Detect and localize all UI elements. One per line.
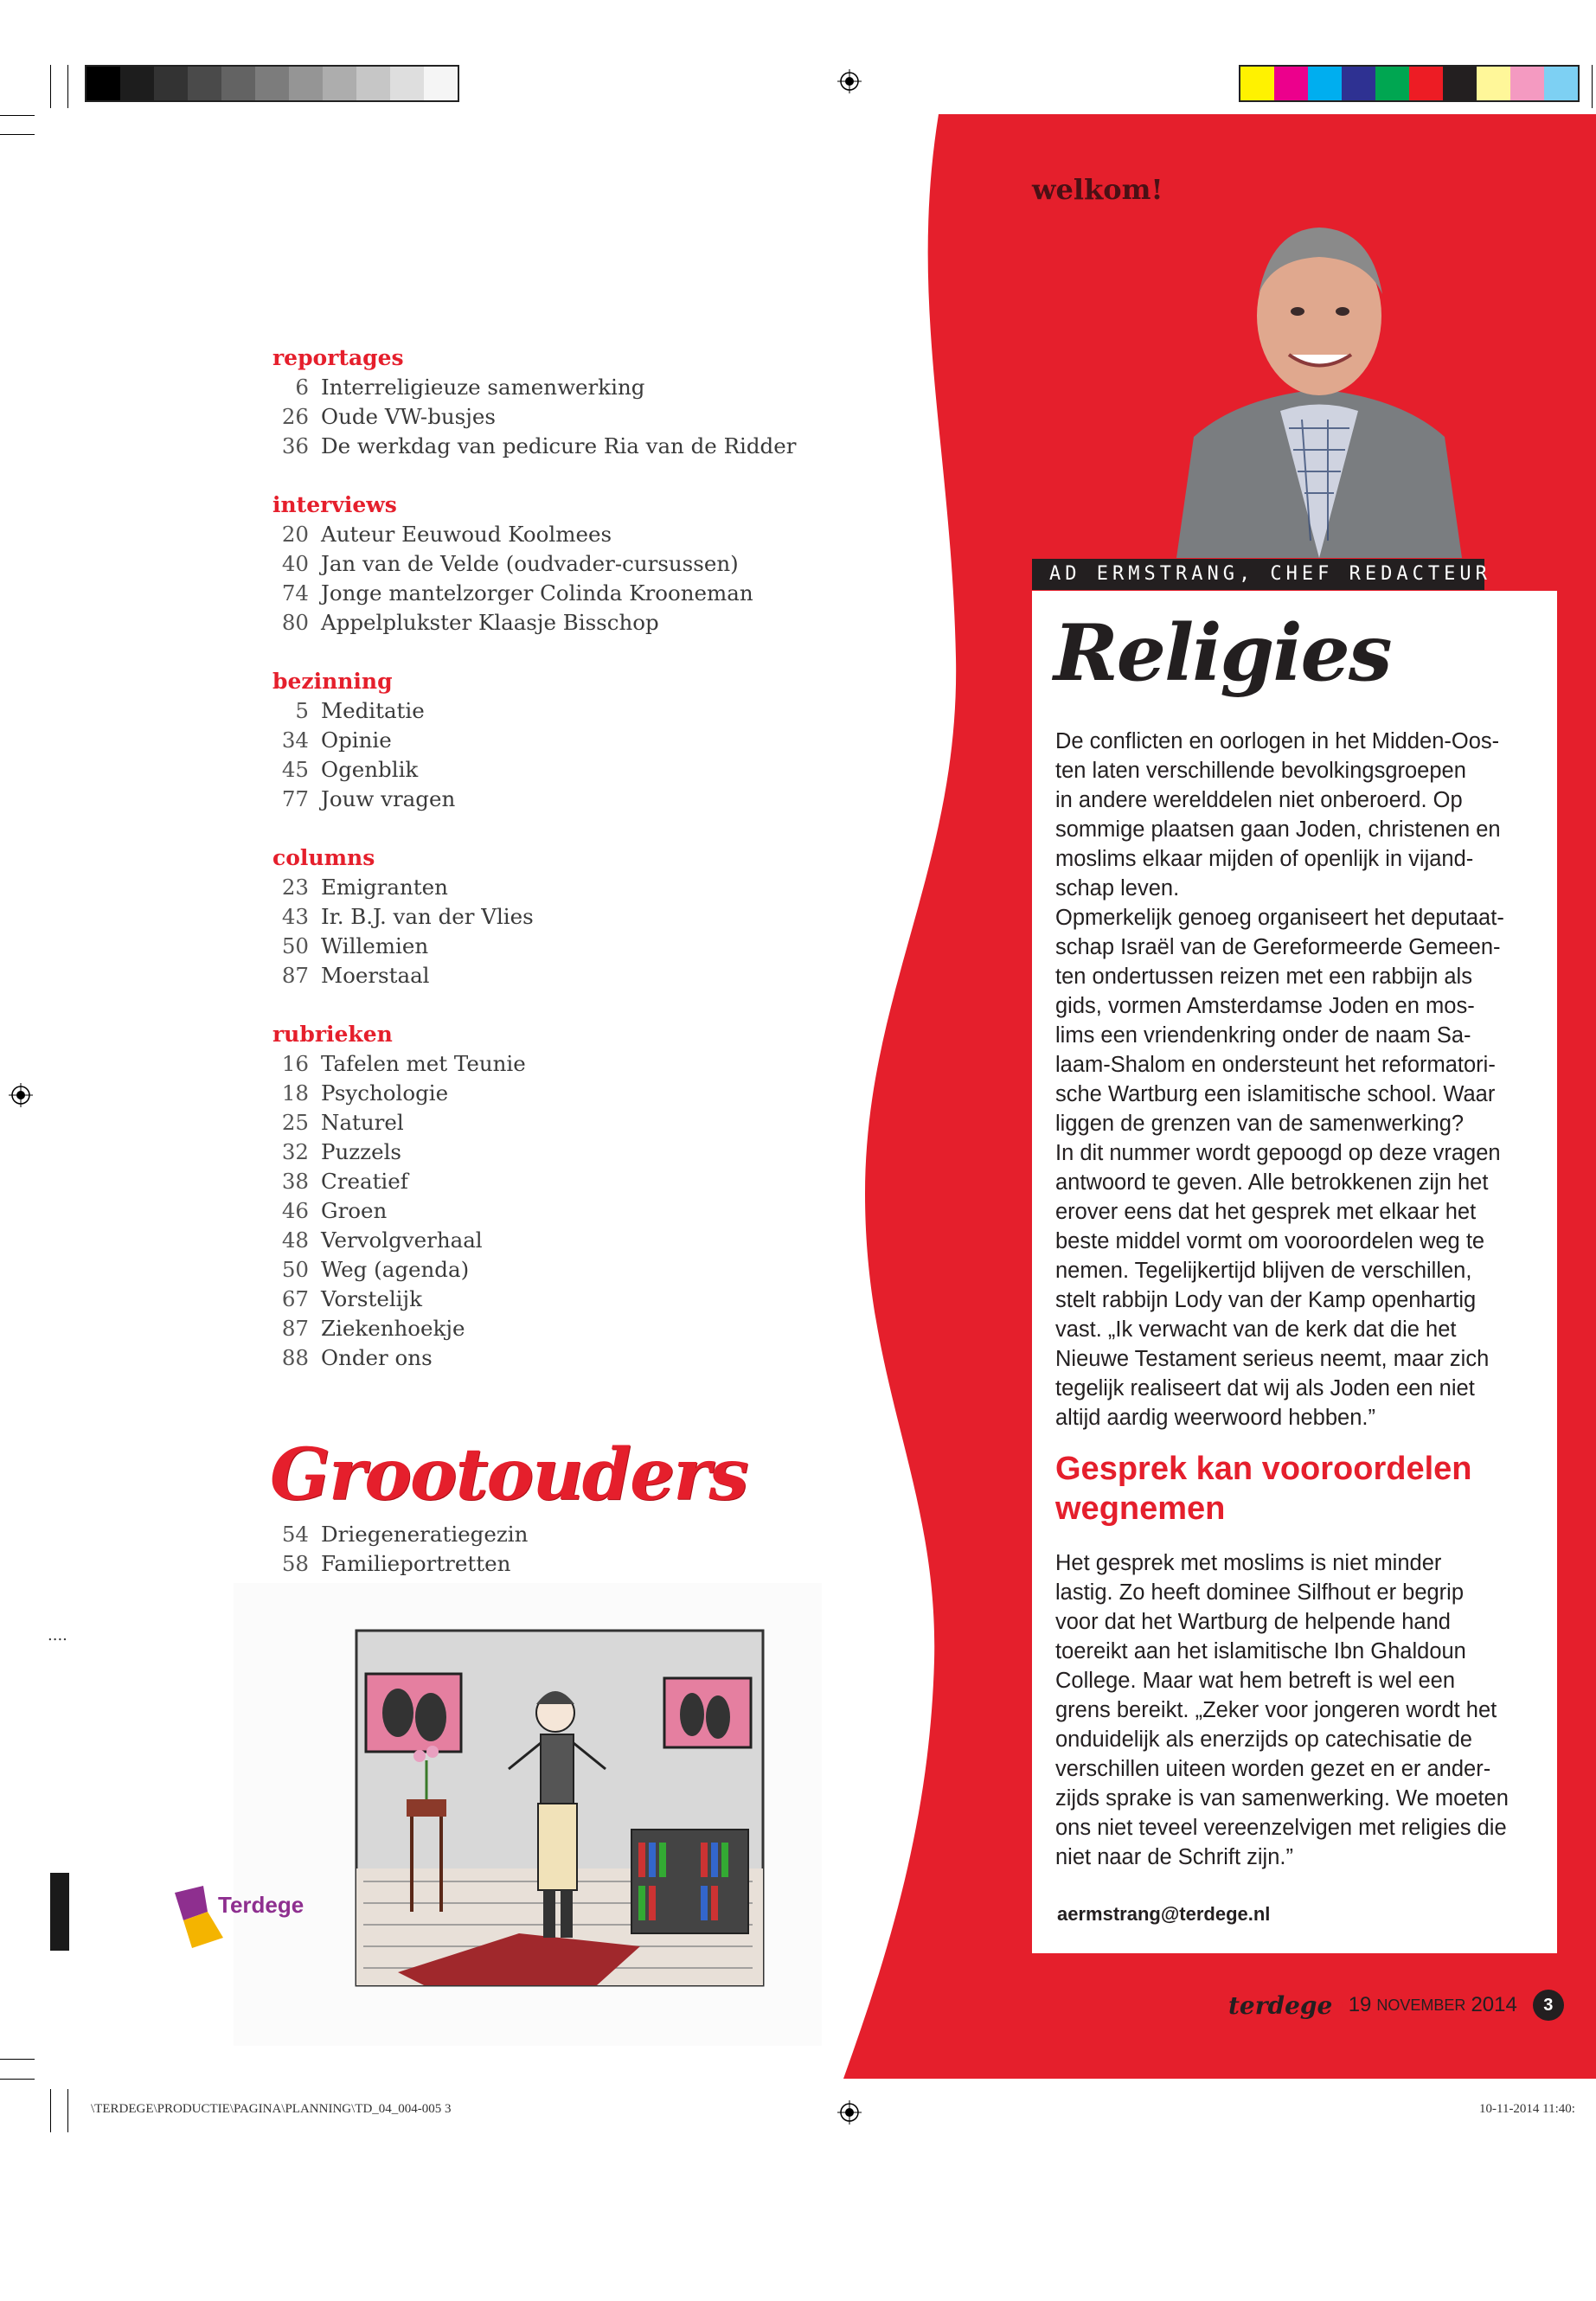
grootouders-entry[interactable]: [272, 1549, 878, 1579]
footer-year: 2014: [1471, 1993, 1517, 2016]
text-line: tegelijk realiseert dat wij als Joden een niet: [1055, 1376, 1475, 1400]
toc-entry-title: Jan van de Velde (oudvader-cursussen): [321, 551, 739, 576]
text-line: sommige plaatsen gaan Joden, christenen en: [1055, 817, 1501, 842]
toc-entry[interactable]: [272, 1285, 878, 1314]
toc-entry-title: Psychologie: [321, 1080, 449, 1106]
toc-entry[interactable]: [272, 755, 878, 785]
toc-entry[interactable]: [272, 726, 878, 755]
toc-entry-title: Puzzels: [321, 1139, 401, 1164]
toc-entry[interactable]: [272, 1167, 878, 1196]
crop-mark: [1592, 65, 1593, 108]
article-paragraph-2: [1055, 1548, 1544, 1872]
toc-entry-title: Vorstelijk: [321, 1286, 422, 1311]
toc-page-number: 80: [281, 610, 309, 635]
toc-entry[interactable]: [272, 608, 878, 638]
toc-entry-title: Opinie: [321, 727, 392, 753]
toc-section: [272, 490, 878, 638]
toc-entry-title: Naturel: [321, 1110, 404, 1135]
toc-entry-title: De werkdag van pedicure Ria van de Ridder: [321, 433, 797, 458]
table-of-contents: [272, 343, 878, 1402]
toc-page-number: 26: [281, 404, 309, 429]
toc-entry[interactable]: [272, 1108, 878, 1138]
article-subheading: [1055, 1449, 1544, 1529]
toc-entry-title: Willemien: [321, 933, 429, 958]
toc-page-number: 54: [281, 1522, 309, 1547]
text-line: altijd aardig weerwoord hebben.”: [1055, 1406, 1375, 1430]
toc-entry[interactable]: [272, 696, 878, 726]
toc-section-heading: reportages: [272, 345, 404, 370]
toc-page-number: 58: [281, 1551, 309, 1576]
toc-page-number: 45: [281, 757, 309, 782]
text-line: schap leven.: [1055, 876, 1180, 901]
toc-page-number: 23: [281, 875, 309, 900]
author-email-link[interactable]: aermstrang@terdege.nl: [1057, 1903, 1271, 1925]
article-paragraph-1: [1055, 727, 1544, 1433]
text-line: liggen de grenzen van de samenwerking?: [1055, 1112, 1465, 1136]
text-line: wegnemen: [1055, 1490, 1226, 1527]
toc-entry[interactable]: [272, 432, 878, 461]
toc-entry[interactable]: [272, 1049, 878, 1079]
toc-entry[interactable]: [272, 902, 878, 932]
toc-entry[interactable]: [272, 785, 878, 814]
registration-mark-icon: [837, 69, 862, 93]
crop-mark: [50, 2089, 51, 2132]
toc-entry-title: Jouw vragen: [321, 786, 456, 811]
page-footer: [1228, 1990, 1564, 2021]
toc-page-number: 77: [281, 786, 309, 811]
toc-entry[interactable]: [272, 1138, 878, 1167]
print-slug-timestamp: 10-11-2014 11:40:: [1479, 2102, 1575, 2116]
toc-entry-title: Tafelen met Teunie: [321, 1051, 526, 1076]
grootouders-title: Grootouders: [270, 1433, 747, 1516]
toc-entry-title: Moerstaal: [321, 963, 430, 988]
toc-entry[interactable]: [272, 549, 878, 579]
toc-entry[interactable]: [272, 873, 878, 902]
toc-entry[interactable]: [272, 520, 878, 549]
crop-mark: [0, 134, 35, 135]
margin-dots: ....: [48, 1626, 67, 1644]
toc-page-number: 67: [281, 1286, 309, 1311]
toc-page-number: 50: [281, 1257, 309, 1282]
toc-entry[interactable]: [272, 1226, 878, 1255]
text-line: Het gesprek met moslims is niet minder: [1055, 1551, 1442, 1575]
toc-entry-title: Groen: [321, 1198, 388, 1223]
grootouders-entry[interactable]: [272, 1520, 878, 1549]
text-line: In dit nummer wordt gepoogd op deze vragen: [1055, 1141, 1501, 1165]
print-slug-path: \TERDEGE\PRODUCTIE\PAGINA\PLANNING\TD_04_004-005 3: [91, 2102, 452, 2116]
bleed-strip: [50, 1873, 69, 1951]
toc-entry-title: Creatief: [321, 1169, 408, 1194]
toc-page-number: 6: [295, 375, 309, 400]
toc-entry[interactable]: [272, 1314, 878, 1343]
toc-page-number: 32: [281, 1139, 309, 1164]
toc-section-heading: rubrieken: [272, 1022, 393, 1047]
toc-page-number: 46: [281, 1198, 309, 1223]
text-line: laam-Shalom en ondersteunt het reformatori-: [1055, 1053, 1496, 1077]
crop-mark: [0, 2079, 35, 2080]
toc-page-number: 40: [281, 551, 309, 576]
toc-page-number: 34: [281, 727, 309, 753]
toc-entry[interactable]: [272, 1079, 878, 1108]
text-line: moslims elkaar mijden of openlijk in vijand-: [1055, 847, 1474, 871]
text-line: stelt rabbijn Lody van der Kamp openhartig: [1055, 1288, 1477, 1312]
toc-entry-title: Ogenblik: [321, 757, 419, 782]
footer-day: 19: [1348, 1993, 1372, 2016]
toc-entry-title: Jonge mantelzorger Colinda Krooneman: [321, 580, 753, 606]
toc-entry-title: Familieportretten: [321, 1551, 511, 1576]
toc-section: [272, 843, 878, 990]
text-line: Opmerkelijk genoeg organiseert het deputaat-: [1055, 906, 1504, 930]
toc-section-heading: bezinning: [272, 669, 393, 694]
text-line: nemen. Tegelijkertijd blijven de verschillen,: [1055, 1259, 1472, 1283]
crop-mark: [0, 2059, 35, 2060]
toc-page-number: 16: [281, 1051, 309, 1076]
toc-entry-title: Driegeneratiegezin: [321, 1522, 529, 1547]
author-byline: AD ERMSTRANG, CHEF REDACTEUR: [1032, 559, 1484, 590]
toc-section: [272, 343, 878, 461]
toc-entry[interactable]: [272, 373, 878, 402]
toc-entry[interactable]: [272, 1196, 878, 1226]
text-line: grens bereikt. „Zeker voor jongeren wordt het: [1055, 1698, 1497, 1722]
registration-mark-icon: [837, 2100, 862, 2125]
text-line: ten laten verschillende bevolkingsgroepen: [1055, 759, 1466, 783]
text-line: beste middel vormt om vooroordelen weg te: [1055, 1229, 1485, 1253]
text-line: vast. „Ik verwacht van de kerk dat die het: [1055, 1317, 1457, 1342]
footer-brand: terdege: [1228, 1990, 1333, 2020]
toc-entry-title: Meditatie: [321, 698, 425, 723]
toc-page-number: 43: [281, 904, 309, 929]
toc-page-number: 18: [281, 1080, 309, 1106]
crop-mark: [67, 2089, 68, 2132]
footer-bullet: •: [1336, 1993, 1344, 2016]
toc-entry[interactable]: [272, 961, 878, 990]
toc-entry[interactable]: [272, 1255, 878, 1285]
toc-entry-title: Appelplukster Klaasje Bisschop: [321, 610, 659, 635]
toc-entry[interactable]: [272, 579, 878, 608]
article-title: Religies: [1054, 607, 1391, 699]
text-line: De conflicten en oorlogen in het Midden-Oos-: [1055, 729, 1500, 753]
text-line: lims een vriendenkring onder de naam Sa-: [1055, 1023, 1471, 1048]
color-bar: [1239, 65, 1580, 102]
text-line: schap Israël van de Gereformeerde Gemeen-: [1055, 935, 1501, 959]
text-line: in andere werelddelen niet onberoerd. Op: [1055, 788, 1463, 812]
toc-page-number: 48: [281, 1227, 309, 1253]
toc-page-number: 38: [281, 1169, 309, 1194]
toc-entry-title: Ir. B.J. van der Vlies: [321, 904, 534, 929]
toc-page-number: 36: [281, 433, 309, 458]
text-line: Gesprek kan vooroordelen: [1055, 1451, 1472, 1487]
text-line: onduidelijk als enerzijds op catechisatie de: [1055, 1727, 1472, 1752]
text-line: gids, vormen Amsterdamse Joden en mos-: [1055, 994, 1475, 1018]
text-line: zijds sprake is van samenwerking. We moeten: [1055, 1786, 1509, 1811]
text-line: niet naar de Schrift zijn.”: [1055, 1845, 1293, 1869]
text-line: voor dat het Wartburg de helpende hand: [1055, 1610, 1451, 1634]
text-line: antwoord te geven. Alle betrokkenen zijn het: [1055, 1170, 1489, 1195]
toc-page-number: 25: [281, 1110, 309, 1135]
section-label-welkom: welkom!: [1032, 173, 1163, 206]
toc-entry-title: Ziekenhoekje: [321, 1316, 465, 1341]
text-line: toereikt aan het islamitische Ibn Ghaldoun: [1055, 1639, 1466, 1663]
toc-entry[interactable]: [272, 1343, 878, 1373]
text-line: Nieuwe Testament serieus neemt, maar zich: [1055, 1347, 1490, 1371]
toc-entry-title: Interreligieuze samenwerking: [321, 375, 645, 400]
footer-month: NOVEMBER: [1376, 1996, 1466, 2014]
text-line: lastig. Zo heeft dominee Silfhout er begrip: [1055, 1580, 1465, 1605]
toc-page-number: 87: [281, 1316, 309, 1341]
toc-entry-title: Vervolgverhaal: [321, 1227, 483, 1253]
toc-section-heading: columns: [272, 845, 375, 870]
toc-entry-title: Oude VW-busjes: [321, 404, 496, 429]
crop-mark: [67, 65, 68, 108]
toc-section-heading: interviews: [272, 492, 397, 517]
toc-entry-title: Auteur Eeuwoud Koolmees: [321, 522, 612, 547]
toc-section: [272, 667, 878, 814]
text-line: sche Wartburg een islamitische school. Waar: [1055, 1082, 1496, 1106]
editor-portrait-photo: [1159, 212, 1479, 558]
toc-page-number: 5: [295, 698, 309, 723]
terdege-logo-text: Terdege: [218, 1892, 304, 1918]
toc-entry-title: Onder ons: [321, 1345, 433, 1370]
text-line: verschillen uiteen worden gezet en er ander-: [1055, 1757, 1491, 1781]
registration-mark-icon: [9, 1083, 33, 1107]
text-line: College. Maar wat hem betreft is wel een: [1055, 1669, 1456, 1693]
toc-page-number: 74: [281, 580, 309, 606]
toc-page-number: 50: [281, 933, 309, 958]
crop-mark: [50, 65, 51, 108]
toc-page-number: 88: [281, 1345, 309, 1370]
toc-page-number: 20: [281, 522, 309, 547]
toc-entry[interactable]: [272, 402, 878, 432]
text-line: ten ondertussen reizen met een rabbijn als: [1055, 965, 1472, 989]
toc-entry-title: Emigranten: [321, 875, 448, 900]
page-number-badge: 3: [1533, 1990, 1564, 2021]
crop-mark: [0, 115, 35, 116]
toc-entry[interactable]: [272, 932, 878, 961]
text-line: erover eens dat het gesprek met elkaar het: [1055, 1200, 1477, 1224]
toc-page-number: 87: [281, 963, 309, 988]
grayscale-bar: [85, 65, 459, 102]
text-line: ons niet teveel vereenzelvigen met religies die: [1055, 1816, 1507, 1840]
toc-section: [272, 1020, 878, 1373]
toc-entry-title: Weg (agenda): [321, 1257, 470, 1282]
grandmother-drawing-illustration: [234, 1583, 822, 2046]
